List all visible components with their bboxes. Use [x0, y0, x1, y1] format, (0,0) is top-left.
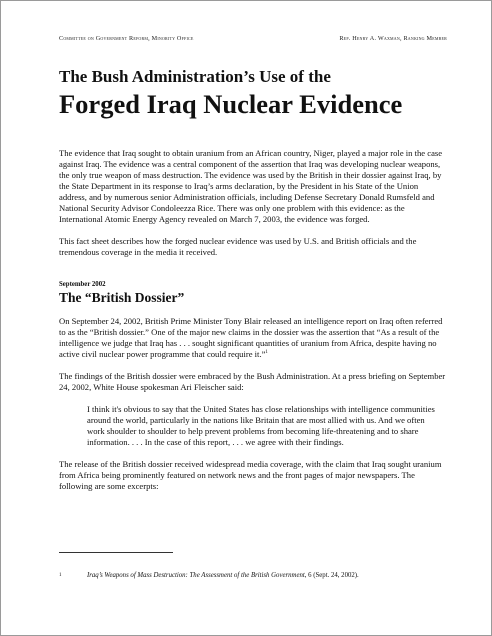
footnote-text — [87, 572, 359, 580]
footnote-mark: 1 — [59, 573, 62, 578]
footnote — [59, 572, 359, 580]
footnote-divider — [59, 552, 173, 553]
section-title: The “British Dossier” — [59, 290, 185, 305]
footnote-rest: , 6 (Sept. 24, 2002). — [304, 572, 359, 579]
header-committee: Committee on Government Reform, Minority Office — [59, 35, 194, 42]
title-line-1: The Bush Administration’s Use of the — [59, 67, 331, 86]
page-header — [59, 35, 447, 42]
section-paragraph-1 — [59, 316, 447, 360]
section-paragraph-1-text: On September 24, 2002, British Prime Minister Tony Blair released an intelligence report on Iraq often referred to as the “British dossier.” One of the major new claims in the dossier was the assertion that “As a result of the intelligence we judge that Iraq has . . . sought significant quantities of uranium from Africa, despite having no active civil nuclear power programme that could require it.” — [59, 316, 443, 359]
title-line-2: Forged Iraq Nuclear Evidence — [59, 89, 403, 119]
section-date: September 2002 — [59, 281, 106, 288]
section-paragraph-3: The release of the British dossier received widespread media coverage, with the claim that Iraq sought uranium from Africa being prominently featured on network news and the front pages of major newspapers. The following are some excerpts: — [59, 459, 442, 491]
intro-paragraph-1: The evidence that Iraq sought to obtain uranium from an African country, Niger, played a major role in the case against Iraq. The evidence was a central component of the assertion that Iraq was developing nuclear weapons, the only true weapon of mass destruction. The evidence was used by the British in their dossier against Iraq, by the State Department in its response to Iraq’s arms declaration, by the President in his State of the Union address, and by numerous senior Administration officials, including Defense Secretary Donald Rumsfeld and National Security Advisor Condoleezza Rice. There was only one problem with this evidence: as the International Atomic Energy Agency revealed on March 7, 2003, the evidence was forged. — [59, 148, 443, 224]
intro-paragraph-2: This fact sheet describes how the forged nuclear evidence was used by U.S. and British officials and the tremendous coverage in the media it received. — [59, 236, 417, 257]
header-member: Rep. Henry A. Waxman, Ranking Member — [339, 35, 447, 42]
footnote-title: Iraq’s Weapons of Mass Destruction: The Assessment of the British Government — [87, 572, 305, 579]
fleischer-quote: I think it's obvious to say that the United States has close relationships with intelligence communities around the world, particularly in the nations like Britain that are most allied with us. And we often work shoulder to shoulder to help prevent problems from becoming life-threatening and to share information. . . . In the case of this report, . . . we agree with their findings. — [87, 404, 435, 447]
section-paragraph-2: The findings of the British dossier were embraced by the Bush Administration. At a press briefing on September 24, 2002, White House spokesman Ari Fleischer said: — [59, 371, 446, 392]
footnote-reference: 1 — [265, 350, 268, 356]
